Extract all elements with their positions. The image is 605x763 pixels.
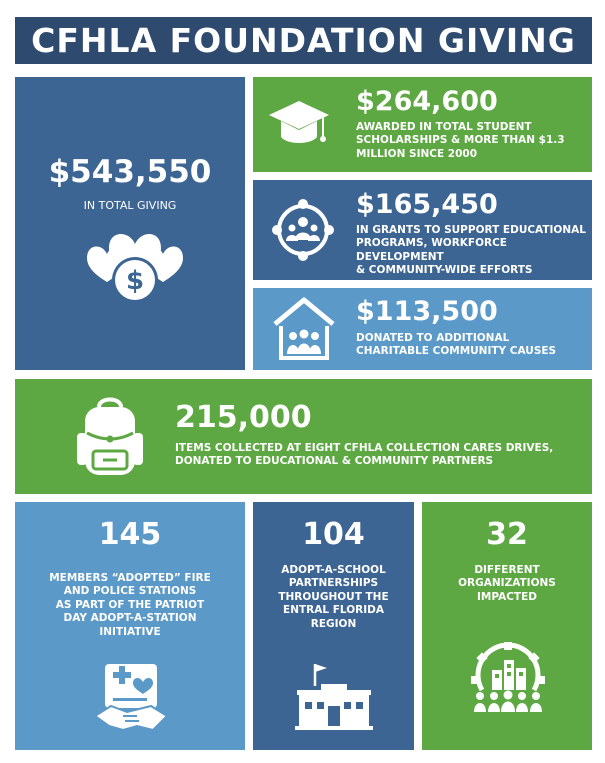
page-title: CFHLA FOUNDATION GIVING	[31, 21, 576, 60]
items-desc	[175, 442, 585, 469]
schools-line-1: ADOPT-A-SCHOOL	[281, 564, 386, 576]
members-line-4: DAY ADOPT-A-STATION	[63, 612, 197, 625]
scholarships-line-3: MILLION SINCE 2000	[356, 147, 478, 160]
charitable-line-2: CHARITABLE COMMUNITY CAUSES	[356, 345, 557, 358]
items-amount: 215,000	[175, 400, 312, 435]
grants-panel	[253, 180, 592, 280]
community-network-icon	[271, 198, 335, 262]
gear-city-people-icon	[470, 640, 546, 716]
school-building-icon	[295, 660, 373, 730]
members-line-3: AS PART OF THE PATRIOT	[55, 598, 205, 611]
charitable-panel	[253, 288, 592, 370]
grants-line-1: IN GRANTS TO SUPPORT EDUCATIONAL	[356, 224, 586, 236]
schools-amount: 104	[302, 517, 365, 552]
graduation-cap-icon	[267, 97, 331, 153]
schools-line-4: ENTRAL FLORIDA	[283, 604, 384, 617]
total-label: IN TOTAL GIVING	[83, 199, 177, 212]
schools-line-2: PARTNERSHIPS	[288, 577, 379, 590]
orgs-panel	[422, 502, 592, 750]
handshake-medical-icon	[93, 660, 169, 734]
orgs-line-3: IMPACTED	[477, 590, 537, 603]
members-amount: 145	[98, 517, 162, 552]
items-line-1: ITEMS COLLECTED AT EIGHT CFHLA COLLECTION CARES DRIVES,	[175, 442, 554, 454]
total-amount: $543,550	[48, 154, 212, 190]
orgs-desc	[422, 564, 592, 604]
backpack-icon	[73, 393, 147, 479]
items-panel	[15, 379, 592, 494]
grants-amount: $165,450	[356, 189, 498, 220]
scholarships-amount: $264,600	[356, 86, 498, 117]
schools-line-5: REGION	[310, 617, 357, 630]
items-line-2: DONATED TO EDUCATIONAL & COMMUNITY PARTNERS	[175, 455, 494, 468]
charitable-line-1: DONATED TO ADDITIONAL	[356, 332, 510, 344]
grants-desc	[356, 224, 591, 278]
members-desc	[15, 572, 245, 639]
grants-line-2: PROGRAMS, WORKFORCE DEVELOPMENT	[356, 237, 507, 263]
schools-panel	[253, 502, 414, 750]
members-line-2: AND POLICE STATIONS	[63, 585, 197, 598]
members-panel	[15, 502, 245, 750]
orgs-amount: 32	[486, 517, 528, 552]
charitable-amount: $113,500	[356, 296, 498, 327]
schools-line-3: THROUGHOUT THE	[278, 590, 389, 603]
total-giving-panel	[15, 77, 245, 370]
charitable-desc	[356, 332, 586, 359]
scholarships-line-1: AWARDED IN TOTAL STUDENT	[356, 121, 532, 133]
schools-desc	[253, 564, 414, 631]
hearts-money-bag-icon	[85, 222, 185, 307]
members-line-5: INITIATIVE	[99, 625, 161, 638]
scholarships-line-2: SCHOLARSHIPS & MORE THAN $1.3	[356, 134, 565, 147]
grants-line-3: & COMMUNITY-WIDE EFFORTS	[356, 264, 533, 277]
members-line-1: MEMBERS “ADOPTED” FIRE	[49, 572, 211, 584]
scholarships-desc	[356, 121, 586, 161]
svg-text:$: $	[125, 266, 145, 296]
house-people-icon	[271, 296, 337, 360]
scholarships-panel	[253, 77, 592, 172]
orgs-line-2: ORGANIZATIONS	[458, 577, 556, 590]
orgs-line-1: DIFFERENT	[474, 564, 540, 576]
title-banner	[15, 17, 592, 64]
